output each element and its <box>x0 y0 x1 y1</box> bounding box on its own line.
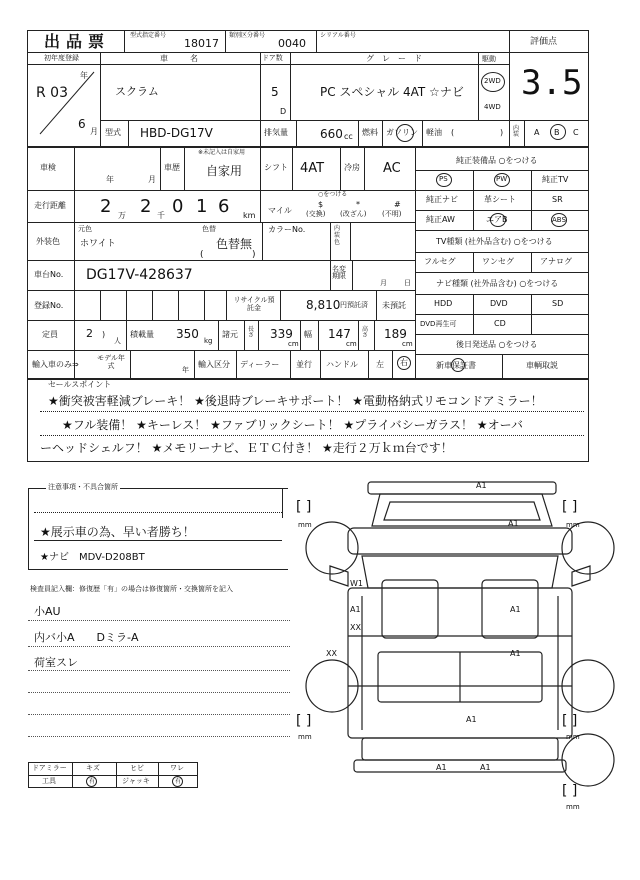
tire-rr-mm: mm <box>566 733 580 741</box>
first-reg-month: 6 <box>78 117 86 131</box>
name-change-label: 名変期限 <box>332 265 346 280</box>
jack-have: 有 <box>175 778 182 785</box>
aircon-label: 冷房 <box>344 163 360 172</box>
recycle-label: リサイクル預託金 <box>233 296 275 313</box>
color-change-label: 色替 <box>202 225 216 233</box>
opt-sd: SD <box>552 299 564 308</box>
color-change-value: 色替無 <box>216 237 253 251</box>
fuel-paren-open: ( <box>451 128 455 137</box>
opt-hdd: HDD <box>434 299 453 308</box>
door-suffix: D <box>280 107 287 116</box>
chassis-no: DG17V-428637 <box>86 267 193 283</box>
opt-airbag: エアB <box>486 215 508 224</box>
mark-rear-top: A1 <box>466 715 477 724</box>
legend-door-mirror: ドアミラー <box>32 764 67 772</box>
import-label: 輸入車のみ⇒ <box>32 360 79 369</box>
opt-ps: PS <box>439 175 448 183</box>
right-label: 右 <box>400 358 408 367</box>
fuel-light: 軽油 <box>426 128 442 137</box>
inspector-entry-2: 内バ小A Dミラ-A <box>34 631 139 644</box>
shift-value: 4AT <box>300 161 325 176</box>
height-unit: cm <box>402 340 413 348</box>
model-year-label: モデル年式 <box>97 354 125 371</box>
fuel-label: 燃料 <box>362 128 378 137</box>
recycle-unpaid: 未預託 <box>382 301 406 310</box>
recycle-unit: 円預託済 <box>340 301 368 309</box>
capacity-paren: ) <box>102 330 106 339</box>
capacity-value: 2 <box>86 327 93 340</box>
form-title: 出品票 <box>44 32 111 51</box>
later-title: 後日発送品 ○をつける <box>456 340 538 349</box>
tire-fr-mm: mm <box>566 521 580 529</box>
exchange-symbol: $ <box>318 200 324 209</box>
opt-warranty: 新車保証書 <box>436 361 476 370</box>
mileage-digit-1: 2 <box>100 196 112 217</box>
height-label: 高さ <box>362 326 369 339</box>
height-value: 189 <box>384 327 407 341</box>
mark-rear-left: A1 <box>436 763 447 772</box>
import-year-unit: 年 <box>182 366 189 374</box>
inspection-month-unit: 月 <box>148 175 156 184</box>
mileage-label: 走行距離 <box>34 201 66 210</box>
rating-value: 3.5 <box>521 63 583 103</box>
width-label: 幅 <box>304 330 312 339</box>
recycle-value: 8,810 <box>306 298 341 312</box>
mark-w1: W1 <box>350 579 363 588</box>
name-change-month: 月 <box>380 279 387 287</box>
inspector-entry-1: 小AU <box>34 605 61 618</box>
legend-break: ワレ <box>170 764 184 772</box>
length-unit: cm <box>288 340 299 348</box>
history-note: ※未記入は自家用 <box>198 149 246 156</box>
interior-label: 内装 <box>513 125 520 138</box>
tv-type-title: TV種類 (社外品含む) ○をつける <box>436 237 553 246</box>
legend-crack: ヒビ <box>130 764 144 772</box>
reg-no-label: 登録No. <box>34 301 64 310</box>
first-reg-label: 初年度登録 <box>44 54 79 62</box>
opt-abs: ABS <box>552 216 566 224</box>
interior-color-label: 内装色 <box>334 225 341 246</box>
mark-xx-center: XX <box>350 623 361 632</box>
first-reg-year: R 03 <box>36 85 68 101</box>
dim-label: 諸元 <box>222 330 238 339</box>
mark-xx-left: XX <box>326 649 337 658</box>
legend-scratch: キズ <box>86 764 100 772</box>
notes-line-1: ★展示車の為、早い者勝ち！ <box>40 525 195 539</box>
legend-tools: 工具 <box>42 777 56 785</box>
tire-fl-bracket: [ ] <box>296 499 312 515</box>
displacement-value: 660 <box>320 127 343 141</box>
mileage-digit-2: 2 <box>140 196 152 217</box>
fuel-gasoline: ガソリン <box>386 128 418 137</box>
mark-right-front: A1 <box>510 605 521 614</box>
load-unit: kg <box>204 337 213 345</box>
load-value: 350 <box>176 327 199 341</box>
sales-title: セールスポイント <box>48 380 112 389</box>
tamper-label: (改ざん) <box>340 210 367 218</box>
opt-fullseg: フルセグ <box>424 257 456 266</box>
category-value: 0040 <box>278 37 306 50</box>
opt-manual: 車輌取説 <box>526 361 558 370</box>
opt-pw: PW <box>496 175 508 183</box>
sales-line-1: ★衝突被害軽減ブレーキ！ ★後退時ブレーキサポート！ ★電動格納式リモコンドアミラー！ <box>48 394 543 408</box>
color-paren-close: ) <box>252 250 256 260</box>
original-color: ホワイト <box>80 239 116 249</box>
mile-label: マイル <box>268 206 292 215</box>
inspection-year-unit: 年 <box>106 175 114 184</box>
tire-fr-bracket: [ ] <box>562 499 578 515</box>
opt-dvd-play: DVD再生可 <box>420 320 457 328</box>
category-label: 類別区分番号 <box>229 32 266 39</box>
inspection-label: 車検 <box>40 163 56 172</box>
notes-line-2: ★ナビ MDV-D208BT <box>40 552 145 563</box>
tire-spare-mm: mm <box>566 803 580 811</box>
color-paren-open: ( <box>200 250 204 260</box>
load-label: 積載量 <box>130 330 154 339</box>
opt-dvd: DVD <box>490 299 508 308</box>
doors-value: 5 <box>271 85 279 99</box>
length-label: 長さ <box>248 326 255 339</box>
history-value: 自家用 <box>206 164 243 178</box>
opt-aw: 純正AW <box>426 215 455 224</box>
opt-navi: 純正ナビ <box>426 195 458 204</box>
interior-b: B <box>554 128 560 137</box>
notes-title: 注意事項・不具合箇所 <box>48 483 118 491</box>
car-name: スクラム <box>115 85 159 98</box>
year-unit: 年 <box>80 71 88 80</box>
dealer-label: ディーラー <box>240 360 280 369</box>
sales-line-2: ★フル装備！ ★キーレス！ ★ファブリックシート！ ★プライバシーガラス！ ★オーバ <box>62 418 523 432</box>
tire-rl-mm: mm <box>298 733 312 741</box>
sales-line-3: ーヘッドシェルフ！ ★メモリーナビ、ＥＴＣ付き！ ★走行２万ｋｍ台です！ <box>40 441 453 455</box>
tire-rr-bracket: [ ] <box>562 713 578 729</box>
mark-front-right: A1 <box>508 519 519 528</box>
serial-label: シリアル番号 <box>320 32 356 39</box>
width-value: 147 <box>328 327 351 341</box>
interior-a: A <box>534 128 540 137</box>
navi-type-title: ナビ種類 (社外品含む) ○をつける <box>436 279 559 288</box>
opt-oneseg: ワンセグ <box>482 257 514 266</box>
km-unit: km <box>243 211 256 220</box>
inspector-note: 検査員記入欄：修復歴「有」の場合は修復箇所・交換箇所を記入 <box>30 585 233 593</box>
sen-unit: 千 <box>157 211 165 220</box>
mileage-digit-5: 6 <box>218 196 230 217</box>
length-value: 339 <box>270 327 293 341</box>
chassis-label: 車台No. <box>34 270 64 279</box>
displacement-label: 排気量 <box>264 128 288 137</box>
equip-title: 純正装備品 ○をつける <box>456 156 538 165</box>
opt-analog: アナログ <box>540 257 572 266</box>
interior-c: C <box>573 128 579 137</box>
unknown-symbol: # <box>394 200 401 209</box>
grade-label: グレード <box>366 54 430 63</box>
exterior-label: 外装色 <box>36 237 60 246</box>
drive-2wd: 2WD <box>484 77 501 85</box>
car-name-label: 車名 <box>160 54 220 63</box>
shift-label: シフト <box>264 163 288 172</box>
mark-front-top: A1 <box>476 481 487 490</box>
model-cert-value: 18017 <box>184 37 219 50</box>
first-reg-slash <box>34 68 98 138</box>
mark-rear-right: A1 <box>480 763 491 772</box>
tools-have: 有 <box>89 778 96 785</box>
month-unit: 月 <box>90 127 98 136</box>
unknown-label: (不明) <box>382 210 402 218</box>
opt-leather: 革シート <box>484 195 516 204</box>
inspector-entry-3: 荷室スレ <box>34 656 78 669</box>
drive-label: 駆動 <box>482 55 496 63</box>
width-unit: cm <box>346 340 357 348</box>
parallel-label: 並行 <box>296 360 312 369</box>
handle-label: ハンドル <box>326 360 358 369</box>
drive-4wd: 4WD <box>484 103 501 111</box>
exchange-label: (交換) <box>306 210 326 218</box>
mileage-digit-3: 0 <box>172 196 184 217</box>
doors-label: ドア数 <box>262 54 283 62</box>
opt-sr: SR <box>552 195 563 204</box>
opt-tv: 純正TV <box>542 175 569 184</box>
tire-rl-bracket: [ ] <box>296 713 312 729</box>
left-label: 左 <box>376 360 384 369</box>
circle-note: ○をつける <box>318 191 348 198</box>
model-cert-label: 型式指定番号 <box>130 32 167 39</box>
legend-jack: ジャッキ <box>122 777 150 785</box>
capacity-label: 定員 <box>42 330 58 339</box>
tamper-symbol: * <box>356 200 360 209</box>
import-type-label: 輸入区分 <box>198 360 230 369</box>
cc-unit: cc <box>344 132 353 141</box>
fuel-paren-close: ) <box>500 128 504 137</box>
man-unit: 万 <box>118 211 126 220</box>
tire-fl-mm: mm <box>298 521 312 529</box>
mileage-digit-4: 1 <box>196 196 208 217</box>
name-change-day: 日 <box>404 279 411 287</box>
model-code: HBD-DG17V <box>140 126 213 140</box>
mark-left-front: A1 <box>350 605 361 614</box>
original-color-label: 元色 <box>78 225 92 233</box>
model-label: 型式 <box>105 128 121 137</box>
rating-label: 評価点 <box>530 37 558 47</box>
aircon-value: AC <box>383 161 401 176</box>
tire-spare-bracket: [ ] <box>562 783 578 799</box>
grade-value: PC スペシャル 4AT ☆ナビ <box>320 85 464 99</box>
capacity-unit: 人 <box>114 337 121 345</box>
history-label: 車歴 <box>164 163 180 172</box>
colorno-label: カラーNo. <box>268 225 306 234</box>
mark-right-mid: A1 <box>510 649 521 658</box>
opt-cd: CD <box>494 319 506 328</box>
